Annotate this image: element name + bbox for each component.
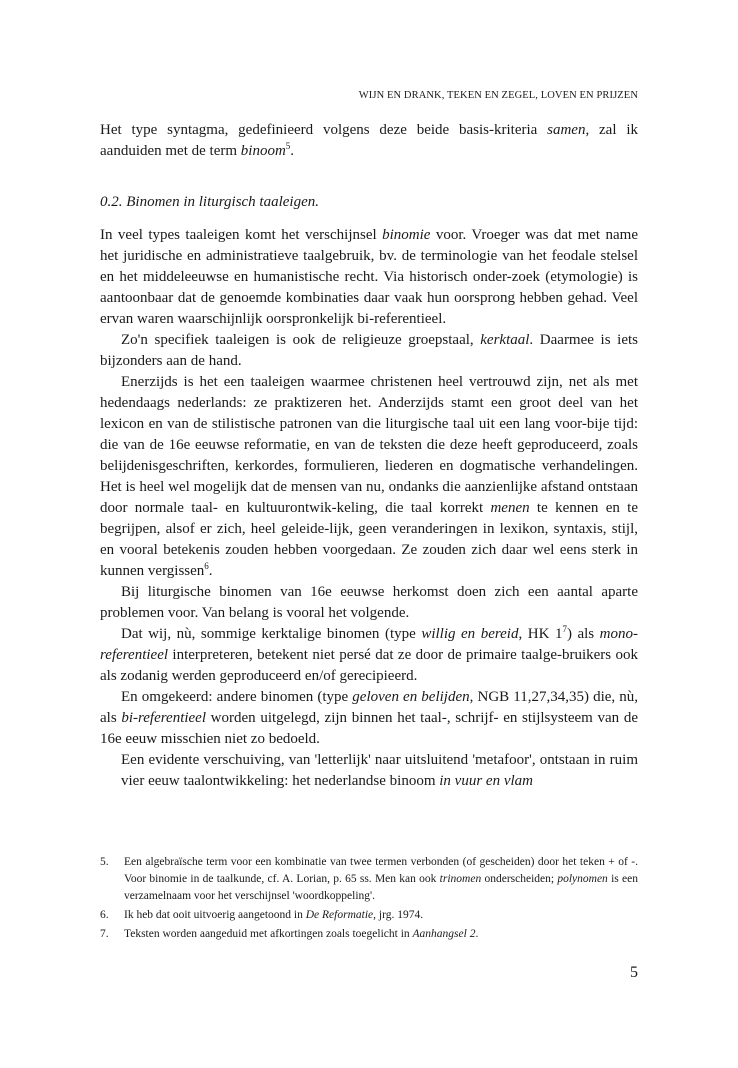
block-quote-verschuiving: Een evidente verschuiving, van 'letterlijk' naar uitsluitend 'metafoor', ontstaan in ruim vier eeuw taalontwikkeling: het nederlandse binoom in vuur en vlam	[121, 752, 638, 789]
running-head: WIJN EN DRANK, TEKEN EN ZEGEL, LOVEN EN PRIJZEN	[358, 90, 638, 101]
intro-paragraph: Het type syntagma, gedefinieerd volgens deze beide basis-kriteria samen, zal ik aanduiden met de term binoom$^5$.	[100, 122, 638, 159]
paragraph-binomie: In veel types taaleigen komt het verschijnsel binomie voor. Vroeger was dat met name het juridische en administratieve taalgebruik, bv. de terminologie van het feodale stelsel en het middeleeuwse en humanistische recht. Via historisch onder-zoek (etymologie) is aantoonbaar dat de genoemde kombinaties daar vaak hun oorsprong hebben gehad. Veel ervan waren waarschijnlijk oorspronkelijk bi-referentieel.	[100, 227, 638, 327]
paragraph-bi-referentieel: En omgekeerd: andere binomen (type geloven en belijden, NGB 11,27,34,35) die, nù, als bi-referentieel worden uitgelegd, zijn binnen het taal-, schrijf- en stijlsysteem van de 16e eeuw misschien niet zo bedoeld.	[100, 689, 639, 747]
footnote-7: 7. Teksten worden aangeduid met afkortingen zoals toegelicht in Aanhangsel 2.	[100, 928, 479, 940]
footnote-ref-7: 7	[562, 624, 567, 634]
page-number: 5	[630, 964, 638, 981]
paragraph-kerktaal: Zo'n specifiek taaleigen is ook de religieuze groepstaal, kerktaal. Daarmee is iets bijzonders aan de hand.	[100, 332, 638, 369]
footnote-6: 6. Ik heb dat ooit uitvoerig aangetoond in De Reformatie, jrg. 1974.	[100, 909, 424, 921]
section-title: 0.2. Binomen in liturgisch taaleigen.	[100, 194, 320, 210]
footnotes	[100, 854, 638, 945]
footnote-ref-5: 5	[285, 141, 291, 151]
footnote-5: 5. Een algebraïsche term voor een kombinatie van twee termen verbonden (of gescheiden) door het teken + of -. Voor binomie in de taalkunde, cf. A. Lorian, p. 65 ss. Men kan ook trinomen onderscheiden; polynomen is een verzamelnaam voor het verschijnsel 'woordkoppeling'.	[100, 856, 638, 902]
main-text	[100, 120, 638, 792]
paragraph-enerzijds: Enerzijds is het een taaleigen waarmee christenen heel vertrouwd zijn, net als met hedendaags nederlands: ze praktizeren het. Anderzijds stamt een groot deel van het lexicon en van de stilistische patronen van die liturgische taal uit een lang voor-bije tijd: die van de 16e eeuwse reformatie, en van de teksten die deze heeft geproduceerd, zoals belijdenisgeschriften, kerkordes, formulieren, liederen en dogmatische verhandelingen. Het is heel wel mogelijk dat de mensen van nu, ondanks die aanzienlijke afstand ontstaan door normale taal- en kultuurontwik-keling, die taal korrekt menen te kennen en te begrijpen, alsof er zich, heel geleide-lijk, geen veranderingen in lexikon, syntaxis, stijl, en vooral betekenis zouden hebben voorgedaan. Ze zouden zich daar wel eens sterk in kunnen vergissen$^6$.	[100, 374, 638, 579]
paragraph-mono-referentieel: Dat wij, nù, sommige kerktalige binomen (type willig en bereid, HK $1^7$) als mono-referentieel interpreteren, betekent niet persé dat ze door de primaire taalge-bruikers ook als zodanig werden geproduceerd en/of gerecipieerd.	[100, 624, 638, 684]
footnote-ref-6: 6	[204, 561, 209, 571]
paragraph-liturgische-binomen: Bij liturgische binomen van 16e eeuwse herkomst doen zich een aantal aparte problemen voor. Van belang is vooral het volgende.	[100, 584, 638, 621]
